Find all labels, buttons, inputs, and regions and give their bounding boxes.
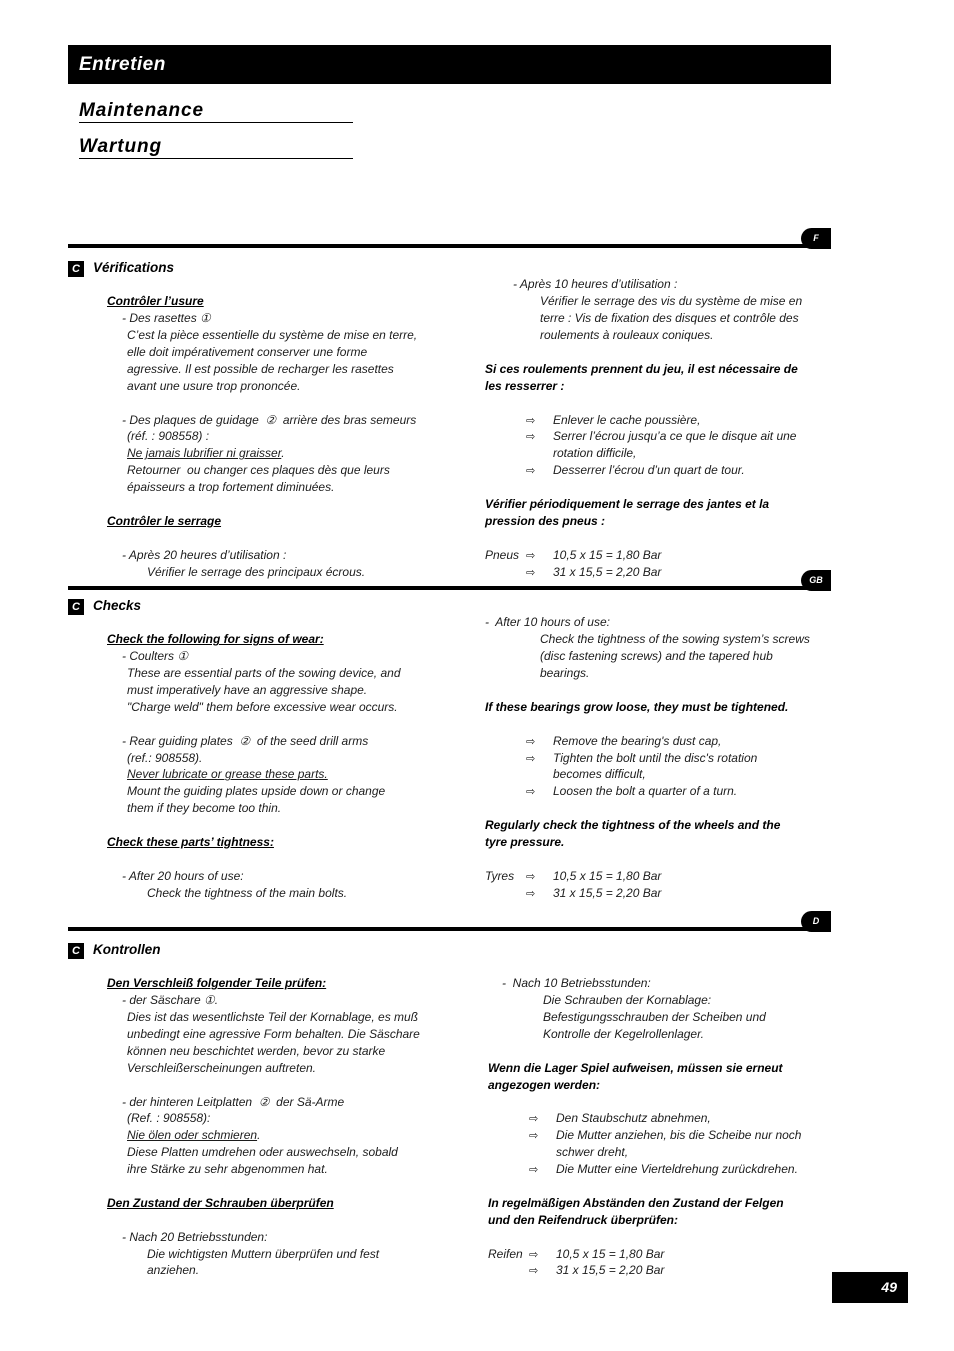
tyre-label: Tyres xyxy=(485,868,515,883)
blank-line xyxy=(485,716,831,733)
instruction-bold: angezogen werden: xyxy=(488,1077,601,1092)
arrow-icon: ⇨ xyxy=(526,430,536,444)
item-text: Diese Platten umdrehen oder auswechseln, sobald xyxy=(127,1145,398,1160)
tyre-pressure-value: 10,5 x 15 = 1,80 Bar xyxy=(556,1246,665,1261)
item-text: agressive. Il est possible de recharger les rasettes xyxy=(127,361,394,376)
step xyxy=(485,750,831,767)
step xyxy=(485,783,831,800)
item-title: - Des plaques de guidage ② arrière des bras semeurs xyxy=(122,412,417,427)
tyre-label: Pneus xyxy=(485,547,520,562)
section-d-right-column xyxy=(488,942,831,1280)
item-text: épaisseurs a trop fortement diminuées. xyxy=(127,480,335,495)
subheading: Check these parts’ tightness: xyxy=(107,834,274,849)
item-text: (réf. : 908558) : xyxy=(127,429,210,444)
tyre-pressure xyxy=(485,885,831,902)
arrow-icon: ⇨ xyxy=(526,464,536,478)
step xyxy=(485,733,831,750)
blank-line xyxy=(68,1212,468,1229)
blank-line xyxy=(68,496,468,513)
blank-line xyxy=(68,395,468,412)
blank-line xyxy=(68,276,468,293)
chapter-c-badge: C xyxy=(68,261,84,277)
interval-text: Befestigungsschrauben der Scheiben und xyxy=(543,1010,766,1025)
item-text: Verschleißerscheinungen auftreten. xyxy=(127,1060,316,1075)
chapter-title: Entretien xyxy=(79,54,166,75)
step-text: Enlever le cache poussière, xyxy=(553,412,701,427)
subheading: Check the following for signs of wear: xyxy=(107,632,324,647)
step-text: Loosen the bolt a quarter of a turn. xyxy=(553,784,738,799)
blank-line xyxy=(68,958,468,975)
interval-title: - Après 10 heures d’utilisation : xyxy=(513,277,678,292)
blank-line xyxy=(68,530,468,547)
arrow-icon: ⇨ xyxy=(529,1163,539,1177)
item-detail: Vérifier le serrage des principaux écrous. xyxy=(147,564,366,579)
section-heading-label: Checks xyxy=(93,597,142,613)
item-text xyxy=(68,766,468,783)
language-badge-d: D xyxy=(801,911,831,932)
blank-line xyxy=(488,958,831,975)
tyre-label: Reifen xyxy=(488,1246,523,1261)
section-d-left-column xyxy=(68,942,468,1280)
tyre-pressure xyxy=(488,1262,831,1279)
step-continued: becomes difficult, xyxy=(553,767,646,782)
interval-text: Die Schrauben der Kornablage: xyxy=(543,993,712,1008)
instruction-bold: tyre pressure. xyxy=(485,834,565,849)
step xyxy=(485,462,831,479)
warning-underlined: Never lubricate or grease these parts. xyxy=(127,767,328,782)
interval-text: (disc fastening screws) and the tapered hub xyxy=(540,649,773,664)
language-badge-gb: GB xyxy=(801,570,831,591)
section-gb-left-column xyxy=(68,598,468,902)
text-segment: . xyxy=(257,1128,261,1143)
step-text: Den Staubschutz abnehmen, xyxy=(556,1111,711,1126)
item-text: them if they become too thin. xyxy=(127,801,282,816)
blank-line xyxy=(485,800,831,817)
tyre-pressure xyxy=(485,564,831,581)
section-f-right-column xyxy=(485,260,831,581)
item-text: must imperatively have an aggressive shape. xyxy=(127,682,368,697)
item-text: C’est la pièce essentielle du système de mise en terre, xyxy=(127,328,418,343)
step-text: Die Mutter eine Vierteldrehung zurückdrehen. xyxy=(556,1162,798,1177)
interval-text: bearings. xyxy=(540,666,590,681)
arrow-icon: ⇨ xyxy=(526,734,536,748)
interval-text: Check the tightness of the sowing system’s screws xyxy=(540,632,810,647)
blank-line xyxy=(485,344,831,361)
instruction-bold: Regularly check the tightness of the wheels and the xyxy=(485,818,781,833)
item-text: avant une usure trop prononcée. xyxy=(127,378,301,393)
section-gb-right-column xyxy=(485,598,831,902)
section-f-left-column xyxy=(68,260,468,581)
arrow-icon: ⇨ xyxy=(526,548,536,562)
section-heading-label: Vérifications xyxy=(93,259,175,275)
blank-line xyxy=(485,530,831,547)
step-continued: rotation difficile, xyxy=(553,446,637,461)
arrow-icon: ⇨ xyxy=(529,1264,539,1278)
item-text xyxy=(68,1127,468,1144)
tyre-pressure-value: 10,5 x 15 = 1,80 Bar xyxy=(553,547,662,562)
chapter-title-en: Maintenance xyxy=(79,100,353,123)
item-text: "Charge weld" them before excessive wear occurs. xyxy=(127,699,398,714)
blank-line xyxy=(488,1229,831,1246)
section-heading-label: Kontrollen xyxy=(93,941,161,957)
blank-line xyxy=(68,817,468,834)
arrow-icon: ⇨ xyxy=(526,413,536,427)
arrow-icon: ⇨ xyxy=(529,1247,539,1261)
item-title: - After 20 hours of use: xyxy=(122,868,244,883)
subheading: Den Zustand der Schrauben überprüfen xyxy=(107,1195,334,1210)
interval-text: Vérifier le serrage des vis du système de mise en xyxy=(540,294,803,309)
chapter-c-badge: C xyxy=(68,943,84,959)
instruction-bold: In regelmäßigen Abständen den Zustand der Felgen xyxy=(488,1195,784,1210)
warning-underlined: Nie ölen oder schmieren xyxy=(127,1128,258,1143)
item-title: - Des rasettes ① xyxy=(122,311,211,326)
blank-line xyxy=(485,479,831,496)
tyre-pressure-value: 31 x 15,5 = 2,20 Bar xyxy=(553,564,662,579)
warning-underlined: Ne jamais lubrifier ni graisser xyxy=(127,446,282,461)
arrow-icon: ⇨ xyxy=(529,1112,539,1126)
instruction-bold: Si ces roulements prennent du jeu, il est nécessaire de xyxy=(485,361,798,376)
blank-line xyxy=(485,682,831,699)
tyre-pressure-value: 31 x 15,5 = 2,20 Bar xyxy=(553,885,662,900)
blank-line xyxy=(485,395,831,412)
instruction-bold: les resserrer : xyxy=(485,378,565,393)
item-title: - Coulters ① xyxy=(122,649,189,664)
chapter-title-de: Wartung xyxy=(79,136,353,159)
instruction-bold: pression des pneus : xyxy=(485,513,606,528)
step-text: Die Mutter anziehen, bis die Scheibe nur noch xyxy=(556,1128,802,1143)
chapter-c-badge: C xyxy=(68,599,84,615)
item-text xyxy=(68,445,468,462)
item-detail: Die wichtigsten Muttern überprüfen und fest xyxy=(147,1246,380,1261)
arrow-icon: ⇨ xyxy=(529,1129,539,1143)
item-text: unbedingt eine agressive Form behalten. Die Säschare xyxy=(127,1026,420,1041)
item-text: ihre Stärke zu sehr abgenommen hat. xyxy=(127,1162,328,1177)
item-title: - Après 20 heures d’utilisation : xyxy=(122,547,287,562)
subheading: Contrôler le serrage xyxy=(107,513,222,528)
interval-text: Kontrolle der Kegelrollenlager. xyxy=(543,1026,704,1041)
instruction-bold: und den Reifendruck überprüfen: xyxy=(488,1212,679,1227)
page-number: 49 xyxy=(832,1272,908,1303)
blank-line xyxy=(485,260,831,277)
blank-line xyxy=(488,1094,831,1111)
text-segment: . xyxy=(281,446,285,461)
section-heading xyxy=(68,260,468,277)
arrow-icon: ⇨ xyxy=(526,785,536,799)
item-text: Dies ist das wesentlichste Teil der Kornablage, es muß xyxy=(127,1010,419,1025)
blank-line xyxy=(68,1178,468,1195)
tyre-pressure-value: 10,5 x 15 = 1,80 Bar xyxy=(553,868,662,883)
chapter-header-bar xyxy=(68,45,831,84)
item-title: - der hinteren Leitplatten ② der Sä-Arme xyxy=(122,1094,345,1109)
instruction-bold: If these bearings grow loose, they must be tightened. xyxy=(485,699,789,714)
interval-text: roulements à rouleaux coniques. xyxy=(540,328,714,343)
blank-line xyxy=(68,851,468,868)
item-text: elle doit impérativement conserver une forme xyxy=(127,344,368,359)
section-divider-f xyxy=(68,244,831,248)
instruction-bold: Vérifier périodiquement le serrage des jantes et la xyxy=(485,496,770,511)
subheading: Contrôler l’usure xyxy=(107,294,204,309)
step xyxy=(485,428,831,445)
item-text: Mount the guiding plates upside down or change xyxy=(127,784,386,799)
step-text: Desserrer l’écrou d’un quart de tour. xyxy=(553,463,745,478)
tyre-pressure-value: 31 x 15,5 = 2,20 Bar xyxy=(556,1263,665,1278)
interval-title: - After 10 hours of use: xyxy=(485,615,610,630)
step-continued: schwer dreht, xyxy=(556,1145,629,1160)
tyre-pressure xyxy=(485,868,831,885)
item-detail: anziehen. xyxy=(147,1263,200,1278)
blank-line xyxy=(485,598,831,615)
step-text: Remove the bearing's dust cap, xyxy=(553,733,722,748)
arrow-icon: ⇨ xyxy=(526,751,536,765)
blank-line xyxy=(68,614,468,631)
item-title: - Nach 20 Betriebsstunden: xyxy=(122,1229,268,1244)
item-detail: Check the tightness of the main bolts. xyxy=(147,885,348,900)
step xyxy=(488,1161,831,1178)
section-divider-d xyxy=(68,927,831,931)
step-text: Serrer l’écrou jusqu’a ce que le disque ait une xyxy=(553,429,797,444)
item-text: Retourner ou changer ces plaques dès que leurs xyxy=(127,463,390,478)
step xyxy=(488,1127,831,1144)
item-text: These are essential parts of the sowing device, and xyxy=(127,666,401,681)
item-text: können neu beschichtet werden, bevor zu starke xyxy=(127,1043,386,1058)
section-heading xyxy=(68,942,468,959)
tyre-pressure xyxy=(488,1246,831,1263)
blank-line xyxy=(488,1043,831,1060)
blank-line xyxy=(488,942,831,959)
language-badge-f: F xyxy=(801,228,831,249)
section-divider-gb xyxy=(68,586,831,590)
blank-line xyxy=(485,851,831,868)
item-title: - Rear guiding plates ② of the seed drill arms xyxy=(122,733,369,748)
subheading: Den Verschleiß folgender Teile prüfen: xyxy=(107,976,327,991)
arrow-icon: ⇨ xyxy=(526,886,536,900)
step xyxy=(488,1110,831,1127)
blank-line xyxy=(68,1077,468,1094)
arrow-icon: ⇨ xyxy=(526,869,536,883)
item-text: (Ref. : 908558): xyxy=(127,1111,211,1126)
arrow-icon: ⇨ xyxy=(526,565,536,579)
blank-line xyxy=(68,716,468,733)
step xyxy=(485,412,831,429)
interval-title: - Nach 10 Betriebsstunden: xyxy=(502,976,651,991)
section-heading xyxy=(68,598,468,615)
item-text: (ref.: 908558). xyxy=(127,750,203,765)
blank-line xyxy=(488,1178,831,1195)
item-title: - der Säschare ①. xyxy=(122,993,219,1008)
interval-text: terre : Vis de fixation des disques et contrôle des xyxy=(540,311,799,326)
instruction-bold: Wenn die Lager Spiel aufweisen, müssen sie erneut xyxy=(488,1060,783,1075)
step-text: Tighten the bolt until the disc's rotation xyxy=(553,750,758,765)
tyre-pressure xyxy=(485,547,831,564)
